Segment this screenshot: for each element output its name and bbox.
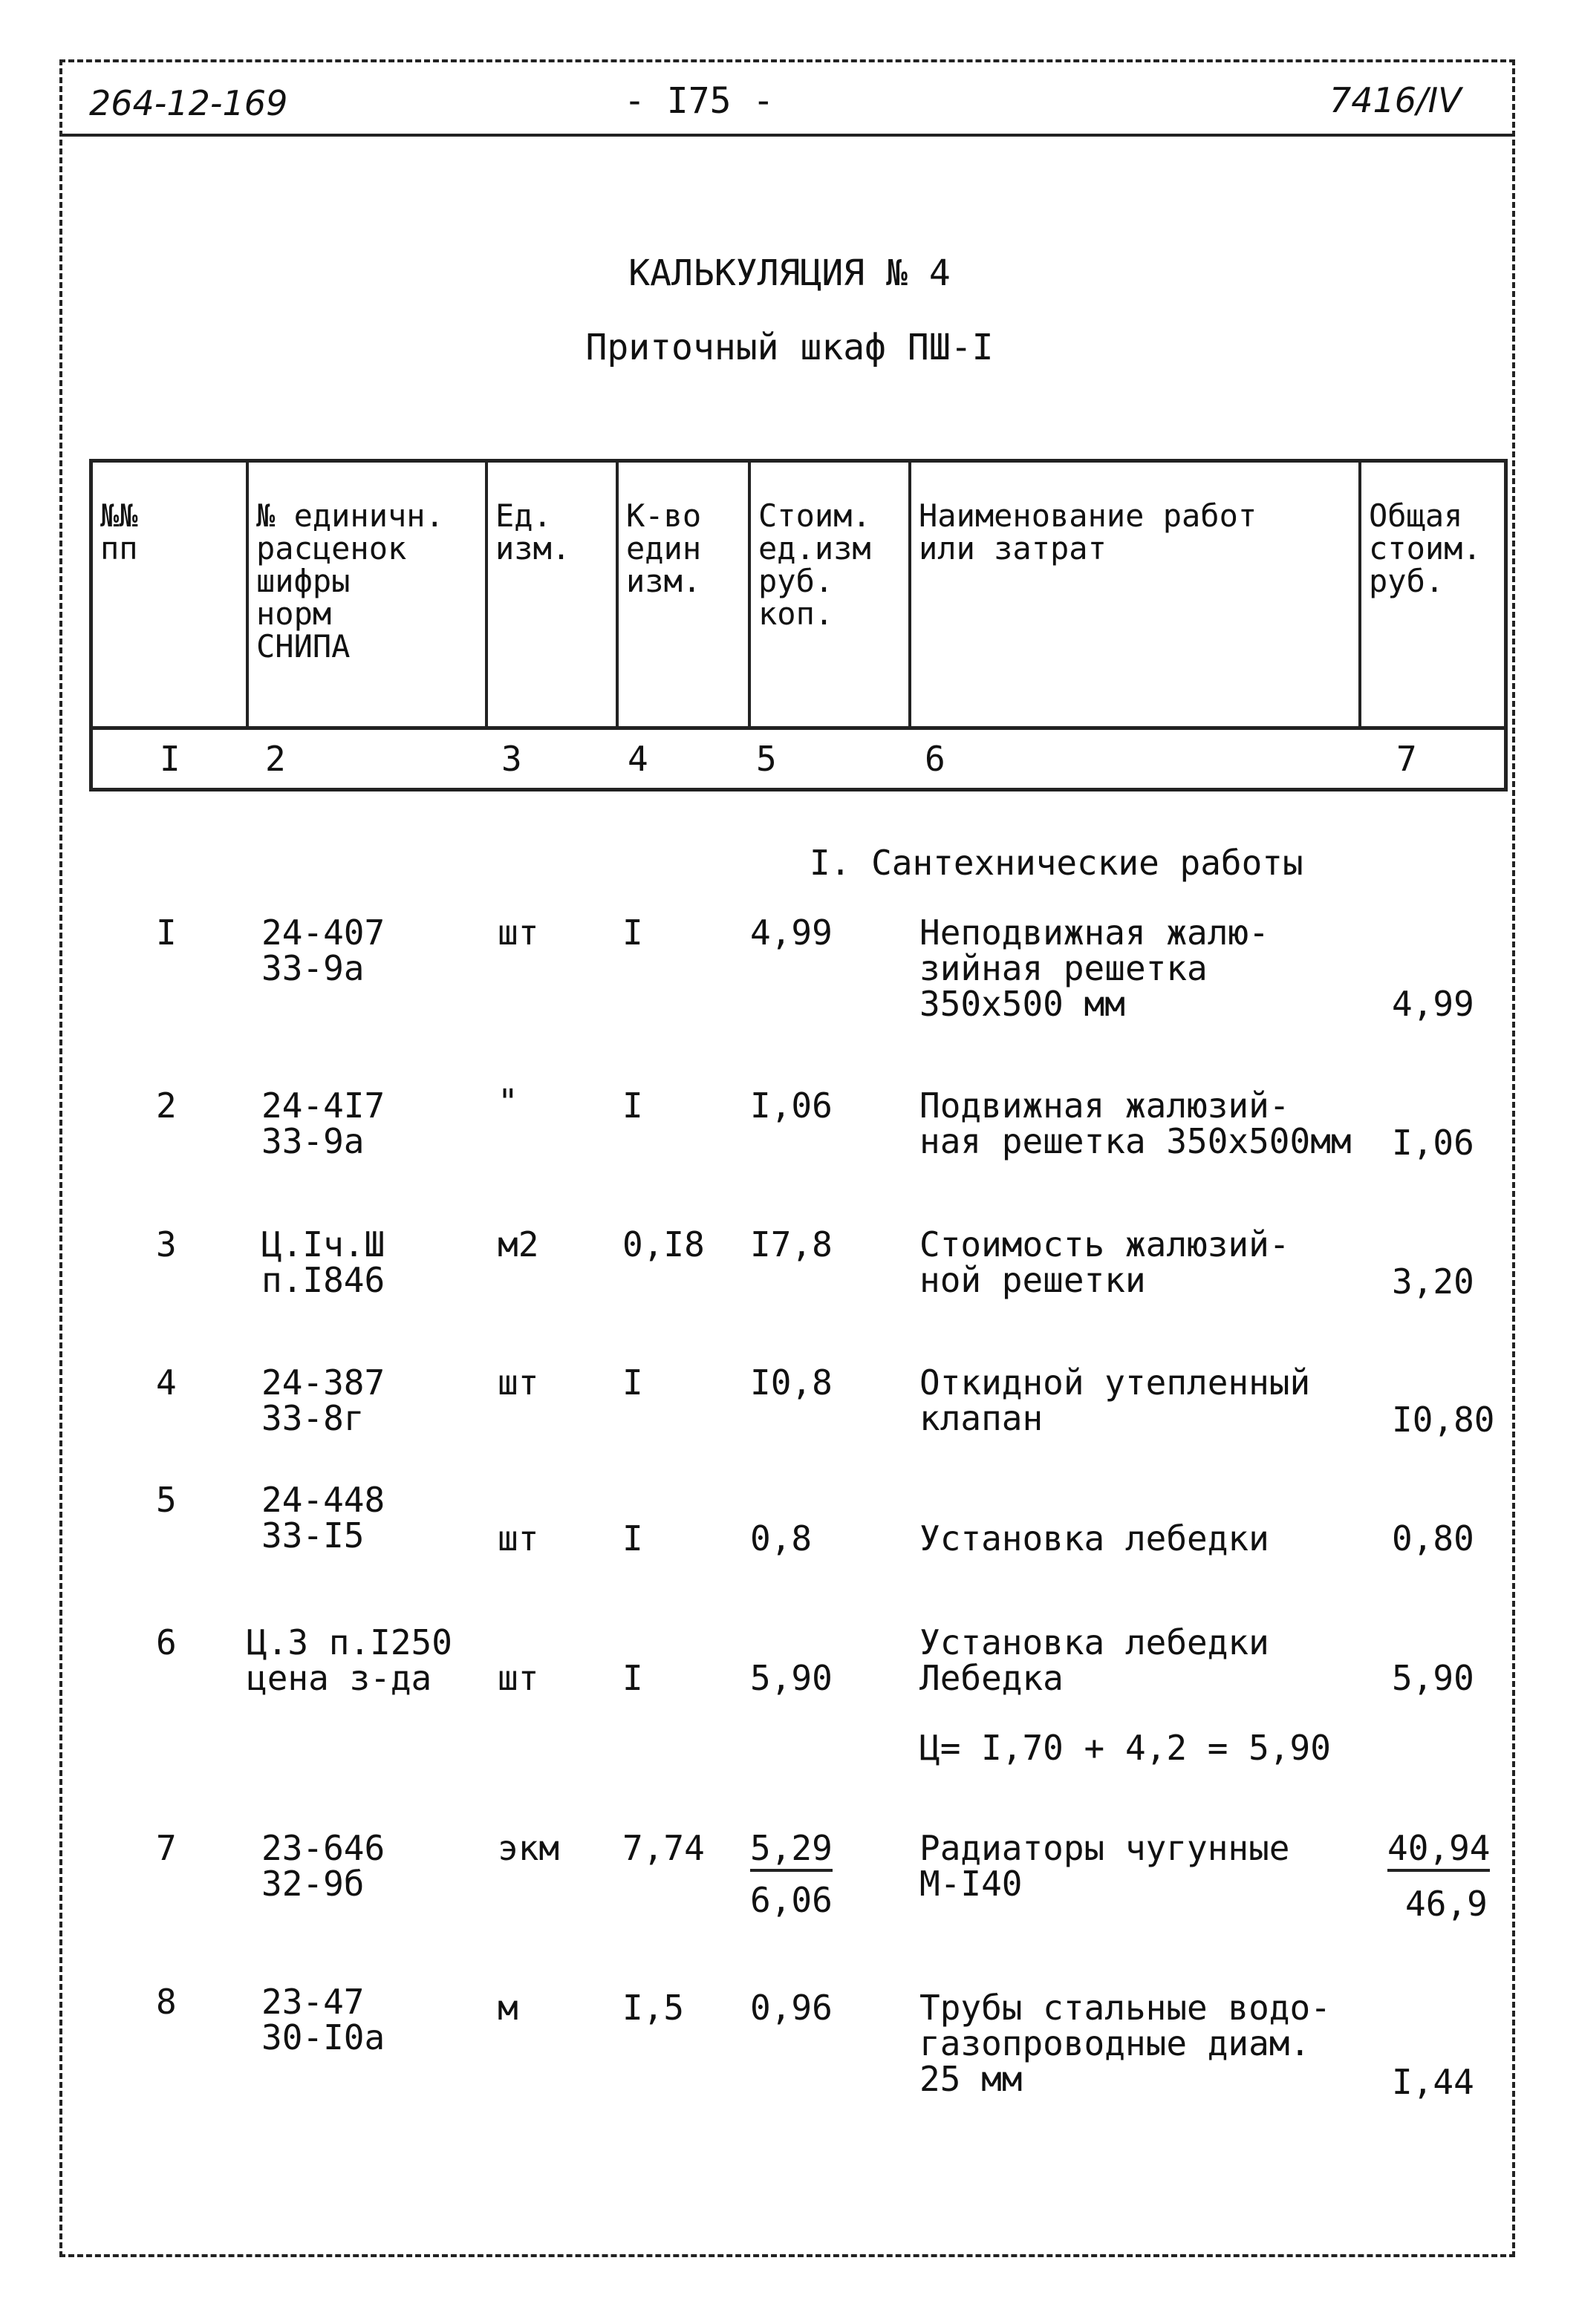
- row-number: 6: [156, 1622, 177, 1662]
- header-row-divider: [93, 726, 1504, 730]
- row-code: 24-407 33-9a: [261, 913, 385, 988]
- row-total: 0,80: [1392, 1518, 1474, 1558]
- row-name: Откидной утепленный клапан: [919, 1362, 1311, 1438]
- row-total: I0,80: [1392, 1400, 1495, 1440]
- row-price: I,06: [750, 1086, 833, 1126]
- row-price: I0,8: [750, 1362, 833, 1403]
- row-total: 40,94: [1387, 1830, 1490, 1872]
- row-code: Ц.Iч.Ш п.I846: [261, 1224, 385, 1300]
- header-divider: [59, 134, 1515, 137]
- page-subtitle: Приточный шкаф ПШ-I: [585, 327, 994, 368]
- col-header-qty: К-во един изм.: [619, 463, 751, 726]
- row-number: 4: [156, 1362, 177, 1403]
- row-unit: шт: [498, 1658, 539, 1698]
- row-total: 4,99: [1392, 984, 1474, 1024]
- row-qty: I: [622, 1658, 643, 1698]
- page-number: - I75 -: [624, 80, 775, 122]
- row-code: 23-47 30-I0a: [261, 1982, 385, 2057]
- row-qty: I: [622, 1518, 643, 1558]
- row-qty: I: [622, 913, 643, 953]
- row-name: Трубы стальные водо- газопроводные диам. 25 мм: [919, 1988, 1331, 2099]
- doc-code-right: 7416/IV: [1329, 80, 1462, 120]
- row-qty: I: [622, 1086, 643, 1126]
- row-number: 2: [156, 1086, 177, 1126]
- row-qty: 0,I8: [622, 1224, 705, 1264]
- row-total: 3,20: [1392, 1261, 1474, 1302]
- row-qty: I,5: [622, 1988, 685, 2028]
- row-total: 5,90: [1392, 1658, 1474, 1698]
- row-name: Подвижная жалюзий- ная решетка 350х500мм: [919, 1086, 1352, 1161]
- row-price: 0,96: [750, 1988, 833, 2028]
- row-number: 5: [156, 1480, 177, 1520]
- row-note: Ц= I,70 + 4,2 = 5,90: [919, 1728, 1331, 1768]
- col-number: I: [160, 739, 180, 779]
- row-qty: 7,74: [622, 1828, 705, 1868]
- row-unit: шт: [498, 1362, 539, 1403]
- row-qty: I: [622, 1362, 643, 1403]
- col-header-unit: Ед. изм.: [488, 463, 619, 726]
- col-number: 2: [265, 739, 286, 779]
- doc-code-left: 264-12-169: [89, 83, 288, 123]
- col-header-num: №№ пп: [93, 463, 249, 726]
- row-name: Радиаторы чугунные М-I40: [919, 1828, 1290, 1904]
- row-name: Стоимость жалюзий- ной решетки: [919, 1224, 1290, 1300]
- row-number: 7: [156, 1828, 177, 1868]
- row-price: 0,8: [750, 1518, 813, 1558]
- col-number: 7: [1396, 739, 1417, 779]
- row-name: Установка лебедки Лебедка: [919, 1622, 1269, 1698]
- row-unit: м: [498, 1988, 518, 2028]
- row-code: 23-646 32-9б: [261, 1828, 385, 1904]
- row-unit: шт: [498, 1518, 539, 1558]
- row-price: I7,8: [750, 1224, 833, 1264]
- page-title: КАЛЬКУЛЯЦИЯ № 4: [628, 252, 951, 294]
- row-code: 24-448 33-I5: [261, 1480, 385, 1556]
- row-price-alt: 6,06: [750, 1880, 833, 1920]
- col-header-name: Наименование работ или затрат: [911, 463, 1361, 726]
- row-unit: ": [498, 1082, 518, 1122]
- row-name: Неподвижная жалю- зийная решетка 350х500 мм: [919, 913, 1269, 1024]
- row-number: 8: [156, 1982, 177, 2022]
- row-price: 5,29: [750, 1830, 833, 1872]
- col-header-total: Общая стоим. руб.: [1369, 497, 1482, 599]
- section-title: I. Сантехнические работы: [810, 843, 1303, 883]
- row-unit: шт: [498, 913, 539, 953]
- col-number: 5: [756, 739, 777, 779]
- row-total-alt: 46,9: [1405, 1884, 1488, 1924]
- row-total: I,06: [1392, 1123, 1474, 1163]
- row-number: I: [156, 913, 177, 953]
- row-price: 5,90: [750, 1658, 833, 1698]
- row-total: I,44: [1392, 2062, 1474, 2102]
- col-header-price: Стоим. ед.изм руб. коп.: [751, 463, 911, 726]
- row-code: 24-4I7 33-9a: [261, 1086, 385, 1161]
- row-price: 4,99: [750, 913, 833, 953]
- col-number: 3: [501, 739, 522, 779]
- row-code: 24-387 33-8г: [261, 1362, 385, 1438]
- row-unit: экм: [498, 1828, 560, 1868]
- table-header: [89, 459, 1508, 791]
- col-number: 6: [925, 739, 945, 779]
- col-number: 4: [628, 739, 648, 779]
- row-number: 3: [156, 1224, 177, 1264]
- row-unit: м2: [498, 1224, 539, 1264]
- row-code: Ц.3 п.I250 цена з-да: [247, 1622, 452, 1698]
- row-name: Установка лебедки: [919, 1518, 1269, 1558]
- col-header-code: № единичн. расценок шифры норм СНИПА: [249, 463, 488, 726]
